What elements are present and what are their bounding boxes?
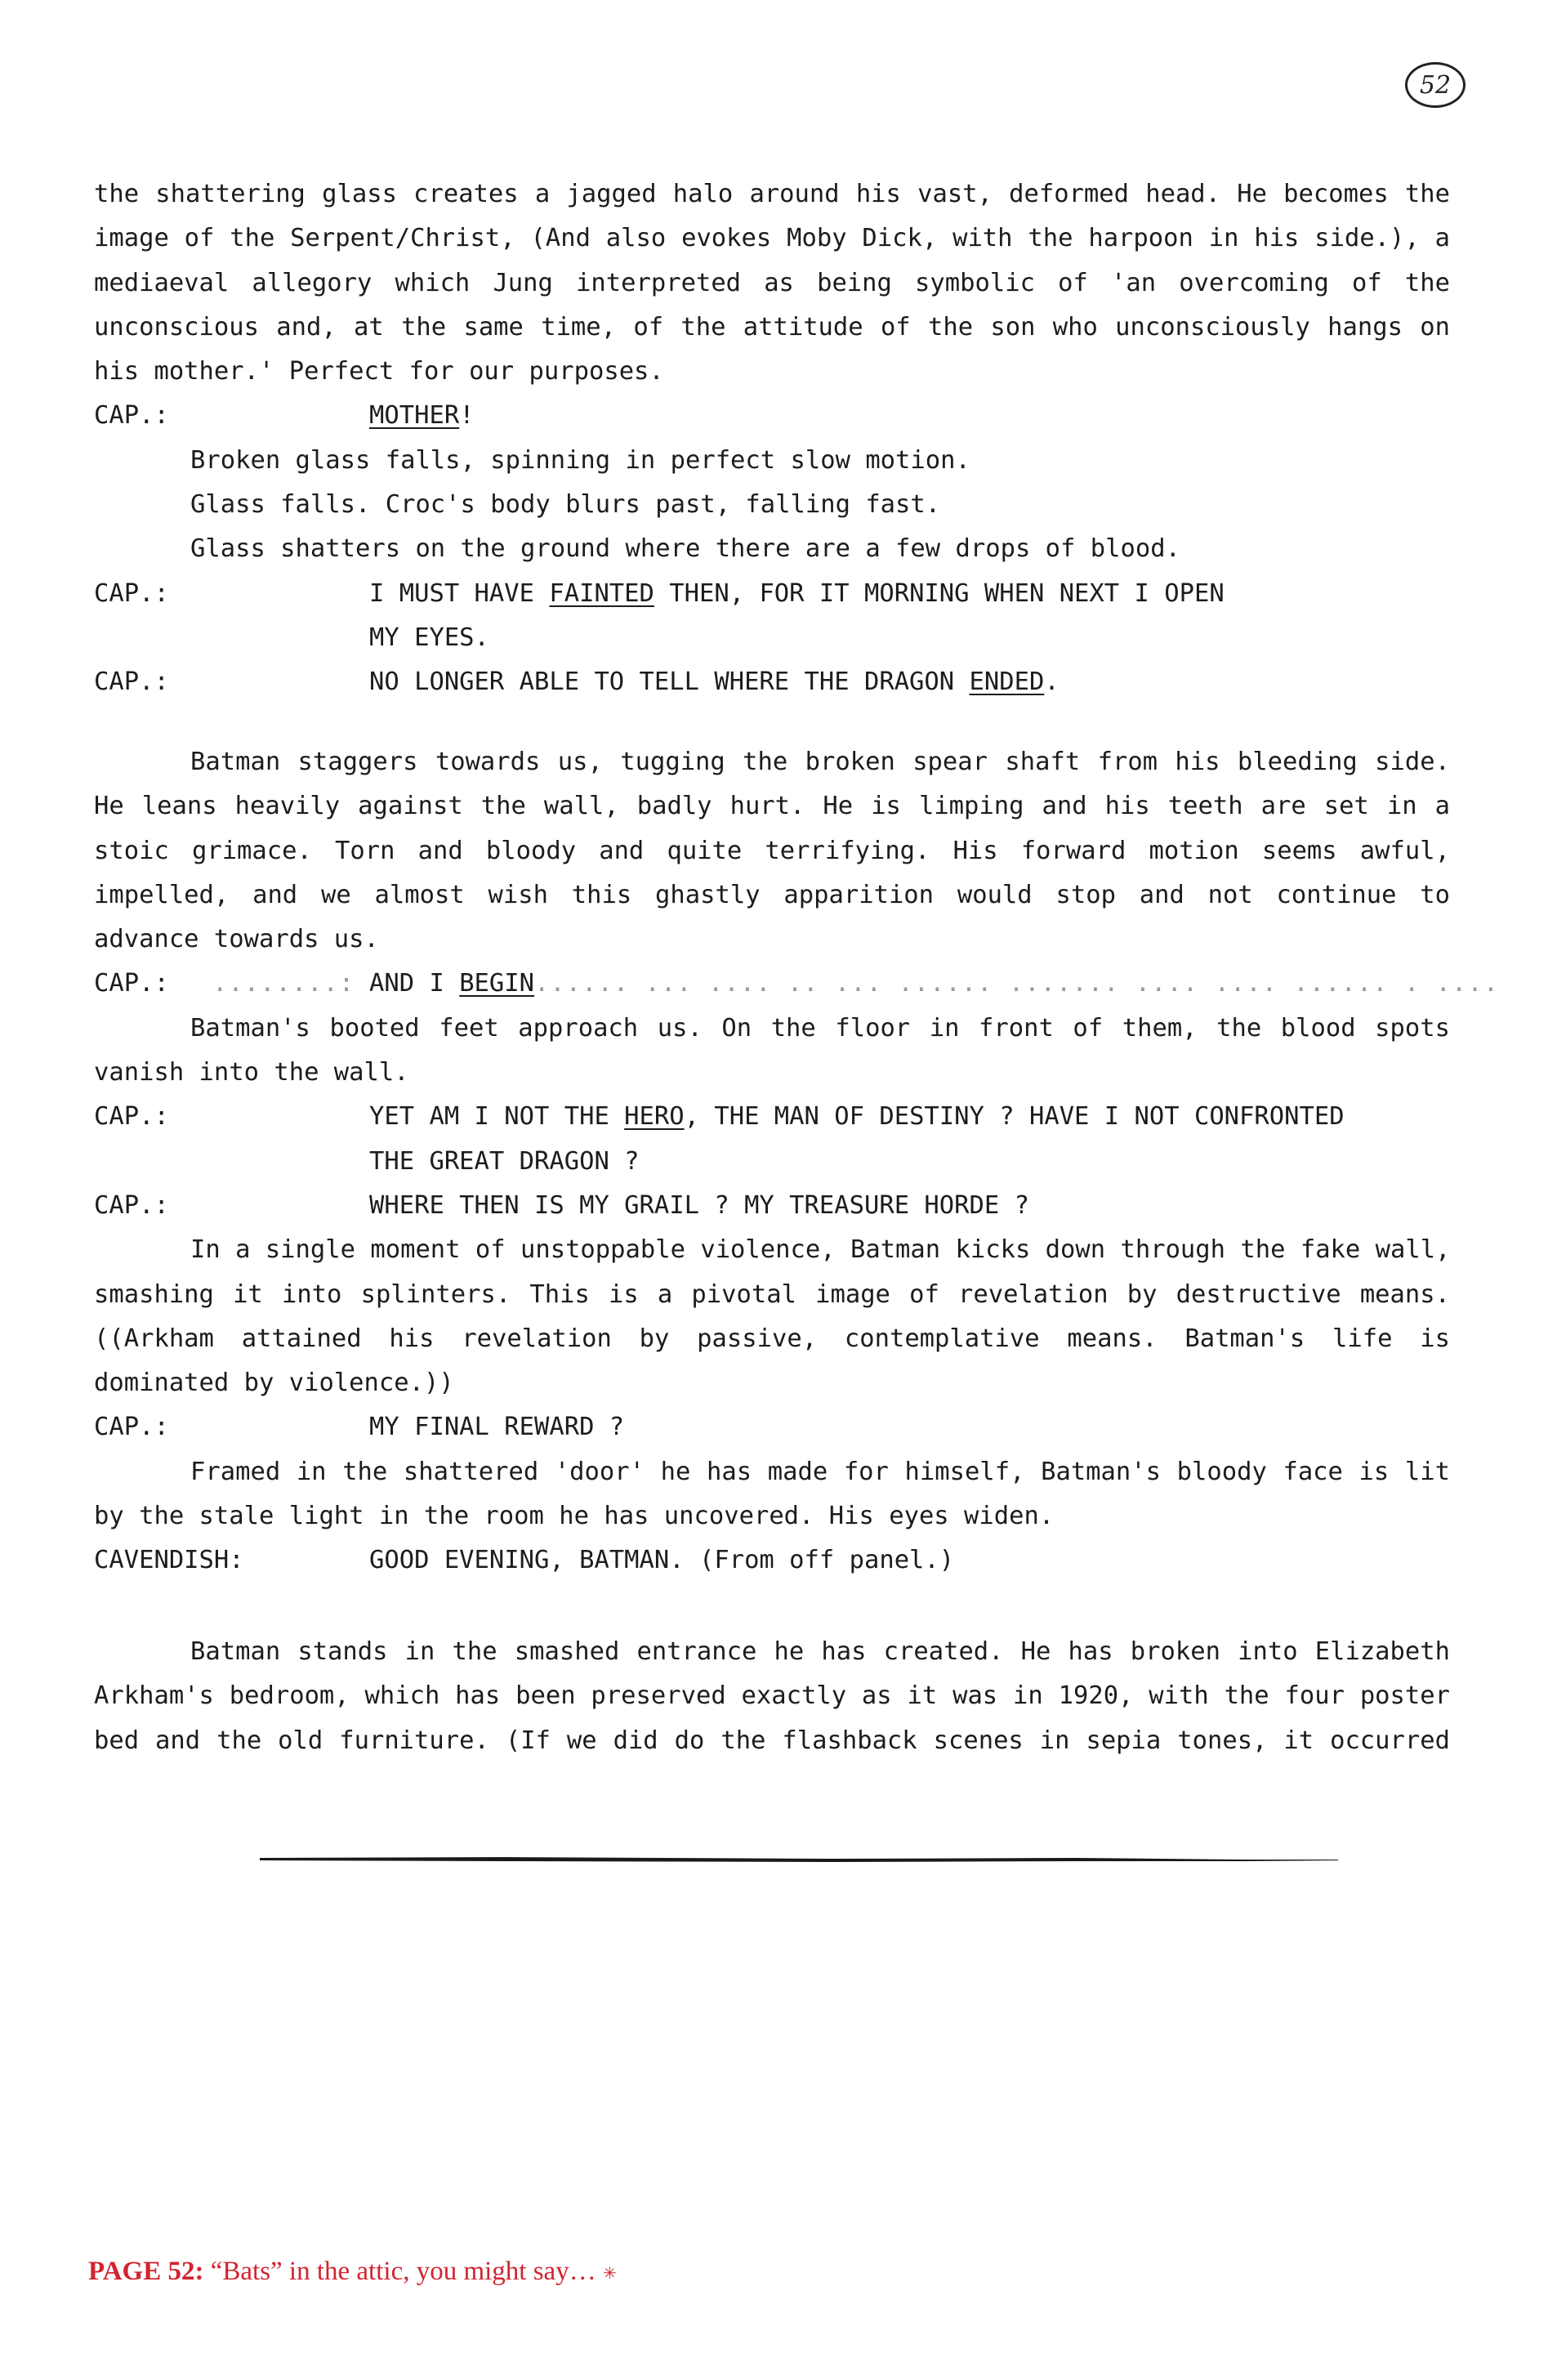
dialogue-cue bbox=[94, 1538, 1450, 1583]
caption-cue-continued: THE GREAT DRAGON ? bbox=[369, 1146, 640, 1176]
smudged-text: ........: bbox=[212, 969, 355, 998]
caption-cue bbox=[94, 660, 1450, 704]
paragraph-line: Batman staggers towards us, tugging the broken spear shaft from his bleeding side. bbox=[190, 748, 1450, 776]
caption-cue bbox=[94, 1405, 1450, 1449]
paragraph-line: smashing it into splinters. This is a pivotal image of revelation by destructive means. bbox=[94, 1279, 1450, 1309]
action-line: Glass falls. Croc's body blurs past, falling fast. bbox=[190, 490, 941, 520]
paragraph-line: bed and the old furniture. (If we did do the flashback scenes in sepia tones, it occurred bbox=[94, 1726, 1450, 1755]
paragraph-line: unconscious and, at the same time, of the attitude of the son who unconsciously hangs on bbox=[94, 312, 1450, 342]
paragraph-line: advance towards us. bbox=[94, 925, 379, 954]
caption-cue bbox=[94, 1095, 1450, 1139]
cue-label: CAP.: bbox=[94, 401, 169, 431]
caption-cue bbox=[94, 1184, 1450, 1228]
paragraph-line: ((Arkham attained his revelation by passive, contemplative means. Batman's life is bbox=[94, 1324, 1450, 1353]
paragraph-line: by the stale light in the room he has uncovered. His eyes widen. bbox=[94, 1502, 1055, 1531]
page-number-circle bbox=[1405, 62, 1465, 108]
caption-cue bbox=[94, 394, 1450, 438]
paragraph-line: He leans heavily against the wall, badly hurt. He is limping and his teeth are set in a bbox=[94, 792, 1450, 821]
paragraph-line: dominated by violence.)) bbox=[94, 1369, 454, 1398]
paragraph-line: the shattering glass creates a jagged halo around his vast, deformed head. He becomes the bbox=[94, 180, 1450, 208]
cue-text: I MUST HAVE FAINTED THEN, FOR IT MORNING WHEN NEXT I OPEN bbox=[369, 578, 1225, 608]
caption-label: PAGE 52: bbox=[88, 2257, 204, 2286]
caption-text: “Bats” in the attic, you might say… bbox=[203, 2257, 603, 2286]
cue-label: CAP.: bbox=[94, 1102, 169, 1132]
asterisk-icon: ✳ bbox=[602, 2264, 617, 2283]
cue-text: YET AM I NOT THE HERO, THE MAN OF DESTINY ? HAVE I NOT CONFRONTED bbox=[369, 1102, 1345, 1132]
caption-cue bbox=[94, 962, 1500, 1006]
paragraph-line: stoic grimace. Torn and bloody and quite terrifying. His forward motion seems awful, bbox=[94, 836, 1450, 865]
paragraph-line: image of the Serpent/Christ, (And also evokes Moby Dick, with the harpoon in his side.), a bbox=[94, 224, 1450, 253]
paragraph-line: Framed in the shattered 'door' he has made for himself, Batman's bloody face is lit bbox=[190, 1457, 1450, 1486]
cue-text: AND I BEGIN...... ... .... .. ... ...... ....... .... .... ...... . .... bbox=[369, 969, 1500, 998]
cue-label: CAP.: bbox=[94, 668, 169, 697]
action-line: Broken glass falls, spinning in perfect slow motion. bbox=[190, 445, 970, 475]
paragraph-line: Arkham's bedroom, which has been preserved exactly as it was in 1920, with the four poster bbox=[94, 1681, 1450, 1711]
cue-label: CAP.: bbox=[94, 1413, 169, 1442]
caption-cue bbox=[94, 572, 1450, 616]
action-line: Glass shatters on the ground where there are a few drops of blood. bbox=[190, 534, 1180, 564]
cue-label: CAP.: bbox=[94, 969, 169, 998]
cue-label: CAP.: bbox=[94, 1190, 169, 1220]
cue-label: CAP.: bbox=[94, 578, 169, 608]
page-caption bbox=[88, 2257, 617, 2287]
paragraph-line: Batman stands in the smashed entrance he has created. He has broken into Elizabeth bbox=[190, 1637, 1450, 1666]
speaker-label: CAVENDISH: bbox=[94, 1546, 244, 1575]
cue-text: MOTHER! bbox=[369, 401, 475, 431]
paragraph-line: mediaeval allegory which Jung interpreted as being symbolic of 'an overcoming of the bbox=[94, 268, 1450, 297]
paragraph-line: vanish into the wall. bbox=[94, 1058, 409, 1087]
cue-text: WHERE THEN IS MY GRAIL ? MY TREASURE HORDE ? bbox=[369, 1190, 1029, 1220]
section-2 bbox=[94, 740, 1500, 1583]
section-1 bbox=[94, 172, 1450, 705]
page-bottom-rule bbox=[260, 1855, 1338, 1863]
cue-text: MY FINAL REWARD ? bbox=[369, 1413, 625, 1442]
paragraph-line: impelled, and we almost wish this ghastly apparition would stop and not continue to bbox=[94, 880, 1450, 909]
section-3 bbox=[94, 1630, 1450, 1763]
paragraph-line: Batman's booted feet approach us. On the floor in front of them, the blood spots bbox=[190, 1013, 1450, 1043]
page-number: 52 bbox=[1419, 70, 1452, 100]
cue-text: NO LONGER ABLE TO TELL WHERE THE DRAGON ENDED. bbox=[369, 668, 1060, 697]
paragraph-line: his mother.' Perfect for our purposes. bbox=[94, 357, 664, 386]
dialogue-text: GOOD EVENING, BATMAN. (From off panel.) bbox=[369, 1546, 955, 1575]
caption-cue-continued: MY EYES. bbox=[369, 623, 489, 652]
paragraph-line: In a single moment of unstoppable violence, Batman kicks down through the fake wall, bbox=[190, 1235, 1451, 1265]
